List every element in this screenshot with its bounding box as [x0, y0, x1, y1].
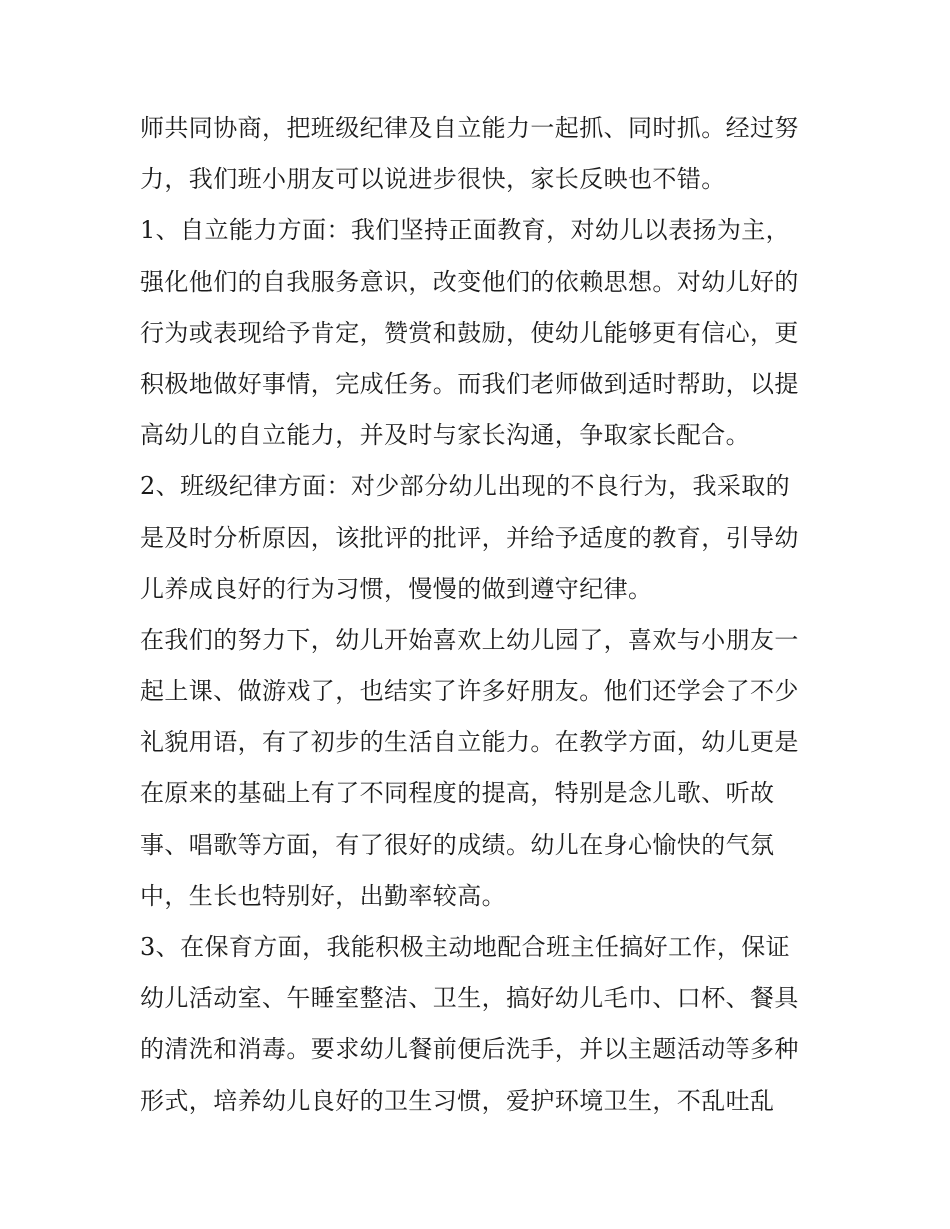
text-line: 中，生长也特别好，出勤率较高。	[140, 881, 506, 910]
text-line: 在我们的努力下，幼儿开始喜欢上幼儿园了，喜欢与小朋友一	[140, 625, 799, 654]
text-line: 幼儿活动室、午睡室整洁、卫生，搞好幼儿毛巾、口杯、餐具	[140, 984, 799, 1013]
text-line: 起上课、做游戏了，也结实了许多好朋友。他们还学会了不少	[140, 677, 799, 706]
text-line: 儿养成良好的行为习惯，慢慢的做到遵守纪律。	[140, 574, 653, 603]
text-line: 行为或表现给予肯定，赞赏和鼓励，使幼儿能够更有信心，更	[140, 318, 799, 347]
text-line: 积极地做好事情，完成任务。而我们老师做到适时帮助，以提	[140, 369, 799, 398]
text-line: 形式，培养幼儿良好的卫生习惯，爱护环境卫生，不乱吐乱	[140, 1086, 775, 1115]
text-line: 的清洗和消毒。要求幼儿餐前便后洗手，并以主题活动等多种	[140, 1035, 799, 1064]
text-line: 高幼儿的自立能力，并及时与家长沟通，争取家长配合。	[140, 421, 750, 450]
text-line: 3、在保育方面，我能积极主动地配合班主任搞好工作，保证	[140, 933, 791, 961]
text-line: 1、自立能力方面：我们坚持正面教育，对幼儿以表扬为主，	[140, 216, 791, 245]
text-line: 是及时分析原因，该批评的批评，并给予适度的教育，引导幼	[140, 523, 799, 552]
text-line: 在原来的基础上有了不同程度的提高，特别是念儿歌、听故	[140, 779, 775, 808]
text-line: 力，我们班小朋友可以说进步很快，家长反映也不错。	[140, 165, 726, 194]
text-line: 2、班级纪律方面：对少部分幼儿出现的不良行为，我采取的	[140, 472, 791, 501]
text-line: 强化他们的自我服务意识，改变他们的依赖思想。对幼儿好的	[140, 267, 799, 296]
text-line: 事、唱歌等方面，有了很好的成绩。幼儿在身心愉快的气氛	[140, 830, 775, 859]
body-text	[140, 103, 830, 1127]
text-line: 师共同协商，把班级纪律及自立能力一起抓、同时抓。经过努	[140, 114, 799, 142]
text-line: 礼貌用语，有了初步的生活自立能力。在教学方面，幼儿更是	[140, 728, 799, 757]
